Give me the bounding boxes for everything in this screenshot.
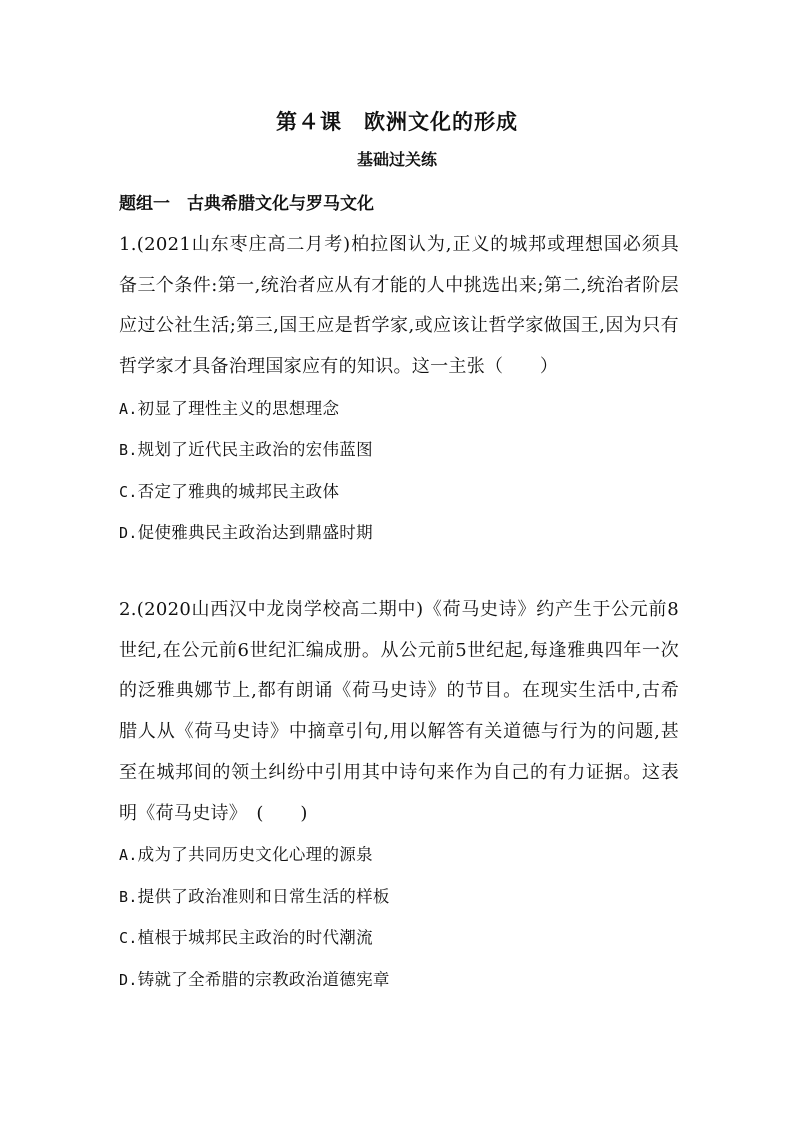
question-stem: 2.(2020山西汉中龙岗学校高二期中)《荷马史诗》约产生于公元前8世纪,在公元前6世纪汇编成册。从公元前5世纪起,每逢雅典四年一次的泛雅典娜节上,都有朗诵《荷马史诗》的节目。在现实生活中,古希腊人从《荷马史诗》中摘章引句,用以解答有关道德与行为的问题,甚至在城邦间的领土纠纷中引用其中诗句来作为自己的有力证据。这表明《荷马史诗》 ( ) [119, 599, 679, 824]
option-text: 促使雅典民主政治达到鼎盛时期 [137, 523, 373, 543]
option-list [119, 834, 679, 1000]
option-b[interactable] [119, 876, 679, 918]
question-stem: 1.(2021山东枣庄高二月考)柏拉图认为,正义的城邦或理想国必须具备三个条件:第一,统治者应从有才能的人中挑选出来;第二,统治者阶层应过公社生活;第三,国王应是哲学家,或应该让哲学家做国王,因为只有哲学家才具备治理国家应有的知识。这一主张（ ） [119, 234, 679, 378]
option-list [119, 388, 679, 554]
section-title: 基础过关练 [356, 150, 437, 169]
option-text: 成为了共同历史文化心理的源泉 [137, 845, 373, 865]
option-c[interactable] [119, 471, 679, 513]
option-d[interactable] [119, 959, 679, 1001]
lesson-title: 第４课 欧洲文化的形成 [276, 109, 518, 134]
option-text: 否定了雅典的城邦民主政体 [137, 481, 340, 501]
question-2 [119, 590, 679, 1000]
option-text: 植根于城邦民主政治的时代潮流 [137, 928, 373, 948]
question-1 [119, 225, 679, 554]
option-letter: B. [119, 887, 138, 906]
option-a[interactable] [119, 388, 679, 430]
option-text: 初显了理性主义的思想理念 [137, 398, 340, 418]
option-text: 规划了近代民主政治的宏伟蓝图 [137, 440, 373, 460]
option-letter: B. [119, 441, 138, 460]
option-d[interactable] [119, 512, 679, 554]
option-a[interactable] [119, 834, 679, 876]
option-letter: C. [119, 929, 138, 948]
option-letter: D. [119, 524, 138, 543]
option-c[interactable] [119, 917, 679, 959]
option-b[interactable] [119, 429, 679, 471]
option-text: 铸就了全希腊的宗教政治道德宪章 [137, 969, 390, 989]
option-letter: A. [119, 399, 138, 418]
option-letter: C. [119, 482, 138, 501]
question-group-title: 题组一 古典希腊文化与罗马文化 [119, 194, 374, 214]
option-text: 提供了政治准则和日常生活的样板 [137, 886, 390, 906]
option-letter: D. [119, 970, 138, 989]
option-letter: A. [119, 846, 138, 865]
